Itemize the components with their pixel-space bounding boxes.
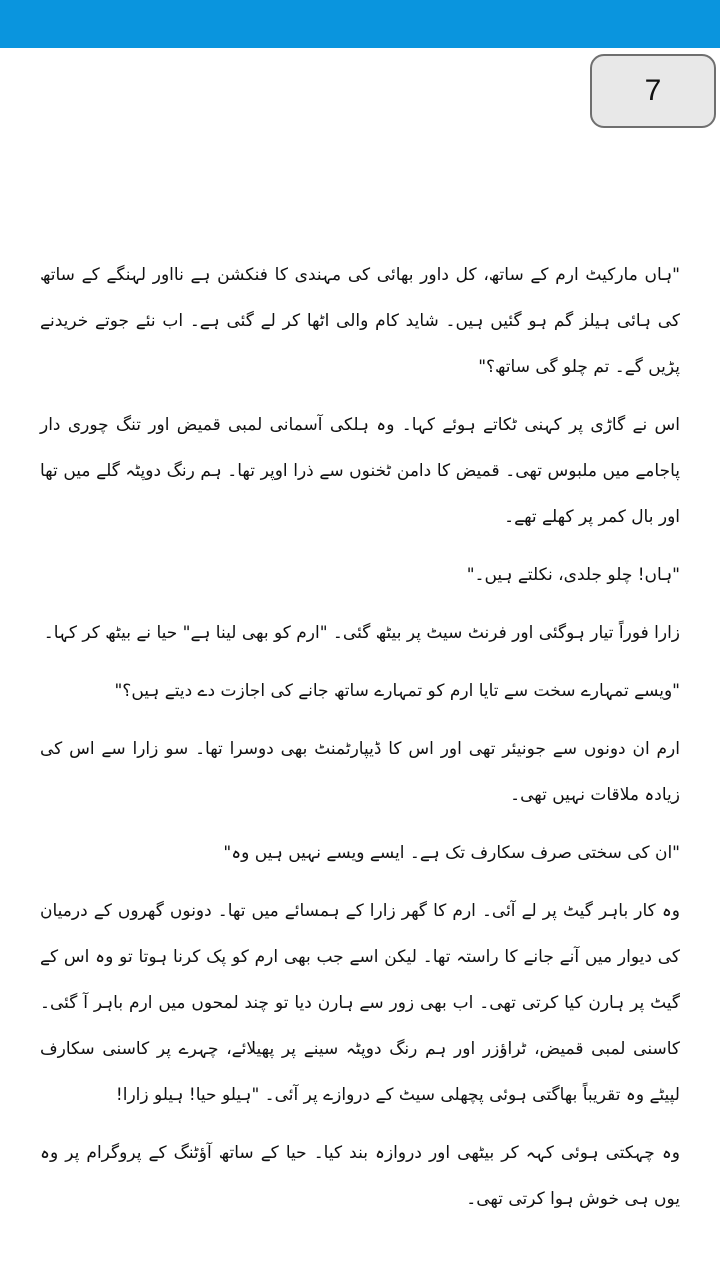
page-number: 7 <box>644 74 662 107</box>
paragraph: زارا فوراً تیار ہوگئی اور فرنٹ سیٹ پر بیٹھ گئی۔ "ارم کو بھی لینا ہے" حیا نے بیٹھ کر کہا۔ <box>43 623 680 643</box>
paragraph: "ویسے تمہارے سخت سے تایا ارم کو تمہارے ساتھ جانے کی اجازت دے دیتے ہیں؟" <box>114 681 680 701</box>
page-number-badge <box>590 54 716 128</box>
paragraph: وہ کار باہر گیٹ پر لے آئی۔ ارم کا گھر زارا کے ہمسائے میں تھا۔ دونوں گھروں کے درمیان کی دیوار میں آنے جانے کا راستہ تھا۔ لیکن اسے جب بھی ارم کو پک کرنا ہوتا تو وہ اس کے گیٹ پر ہارن کیا کرتی تھی۔ اب بھی زور سے ہارن دیا تو چند لمحوں میں ارم باہر آ گئی۔ کاسنی لمبی قمیض، ٹراؤزر اور ہم رنگ دوپٹہ سینے پر پھیلائے، چہرے پر کاسنی سکارف لپیٹے وہ تقریباً بھاگتی ہوئی پچھلی سیٹ کے دروازے پر آئی۔ "ہیلو حیا! ہیلو زارا! <box>40 901 680 1105</box>
paragraph: "ان کی سختی صرف سکارف تک ہے۔ ایسے ویسے نہیں ہیں وہ" <box>223 843 680 863</box>
paragraph: "ہاں! چلو جلدی، نکلتے ہیں۔" <box>466 565 680 585</box>
story-text <box>40 252 680 1234</box>
paragraph: وہ چہکتی ہوئی کہہ کر بیٹھی اور دروازہ بند کیا۔ حیا کے ساتھ آؤٹنگ کے پروگرام پر وہ یوں ہی خوش ہوا کرتی تھی۔ <box>40 1143 680 1209</box>
top-app-bar <box>0 0 720 48</box>
paragraph: ارم ان دونوں سے جونیئر تھی اور اس کا ڈیپارٹمنٹ بھی دوسرا تھا۔ سو زارا سے اس کی زیادہ ملاقات نہیں تھی۔ <box>40 739 680 805</box>
paragraph: اس نے گاڑی پر کہنی ٹکاتے ہوئے کہا۔ وہ ہلکی آسمانی لمبی قمیض اور تنگ چوری دار پاجامے میں ملبوس تھی۔ قمیض کا دامن ٹخنوں سے ذرا اوپر تھا۔ ہم رنگ دوپٹہ گلے میں تھا اور بال کمر پر کھلے تھے۔ <box>40 415 680 527</box>
paragraph: "ہاں مارکیٹ ارم کے ساتھ، کل داور بھائی کی مہندی کا فنکشن ہے نااور لہنگے کے ساتھ کی ہائی ہیلز گم ہو گئیں ہیں۔ شاید کام والی اٹھا کر لے گئی ہے۔ اب نئے جوتے خریدنے پڑیں گے۔ تم چلو گی ساتھ؟" <box>40 265 680 377</box>
